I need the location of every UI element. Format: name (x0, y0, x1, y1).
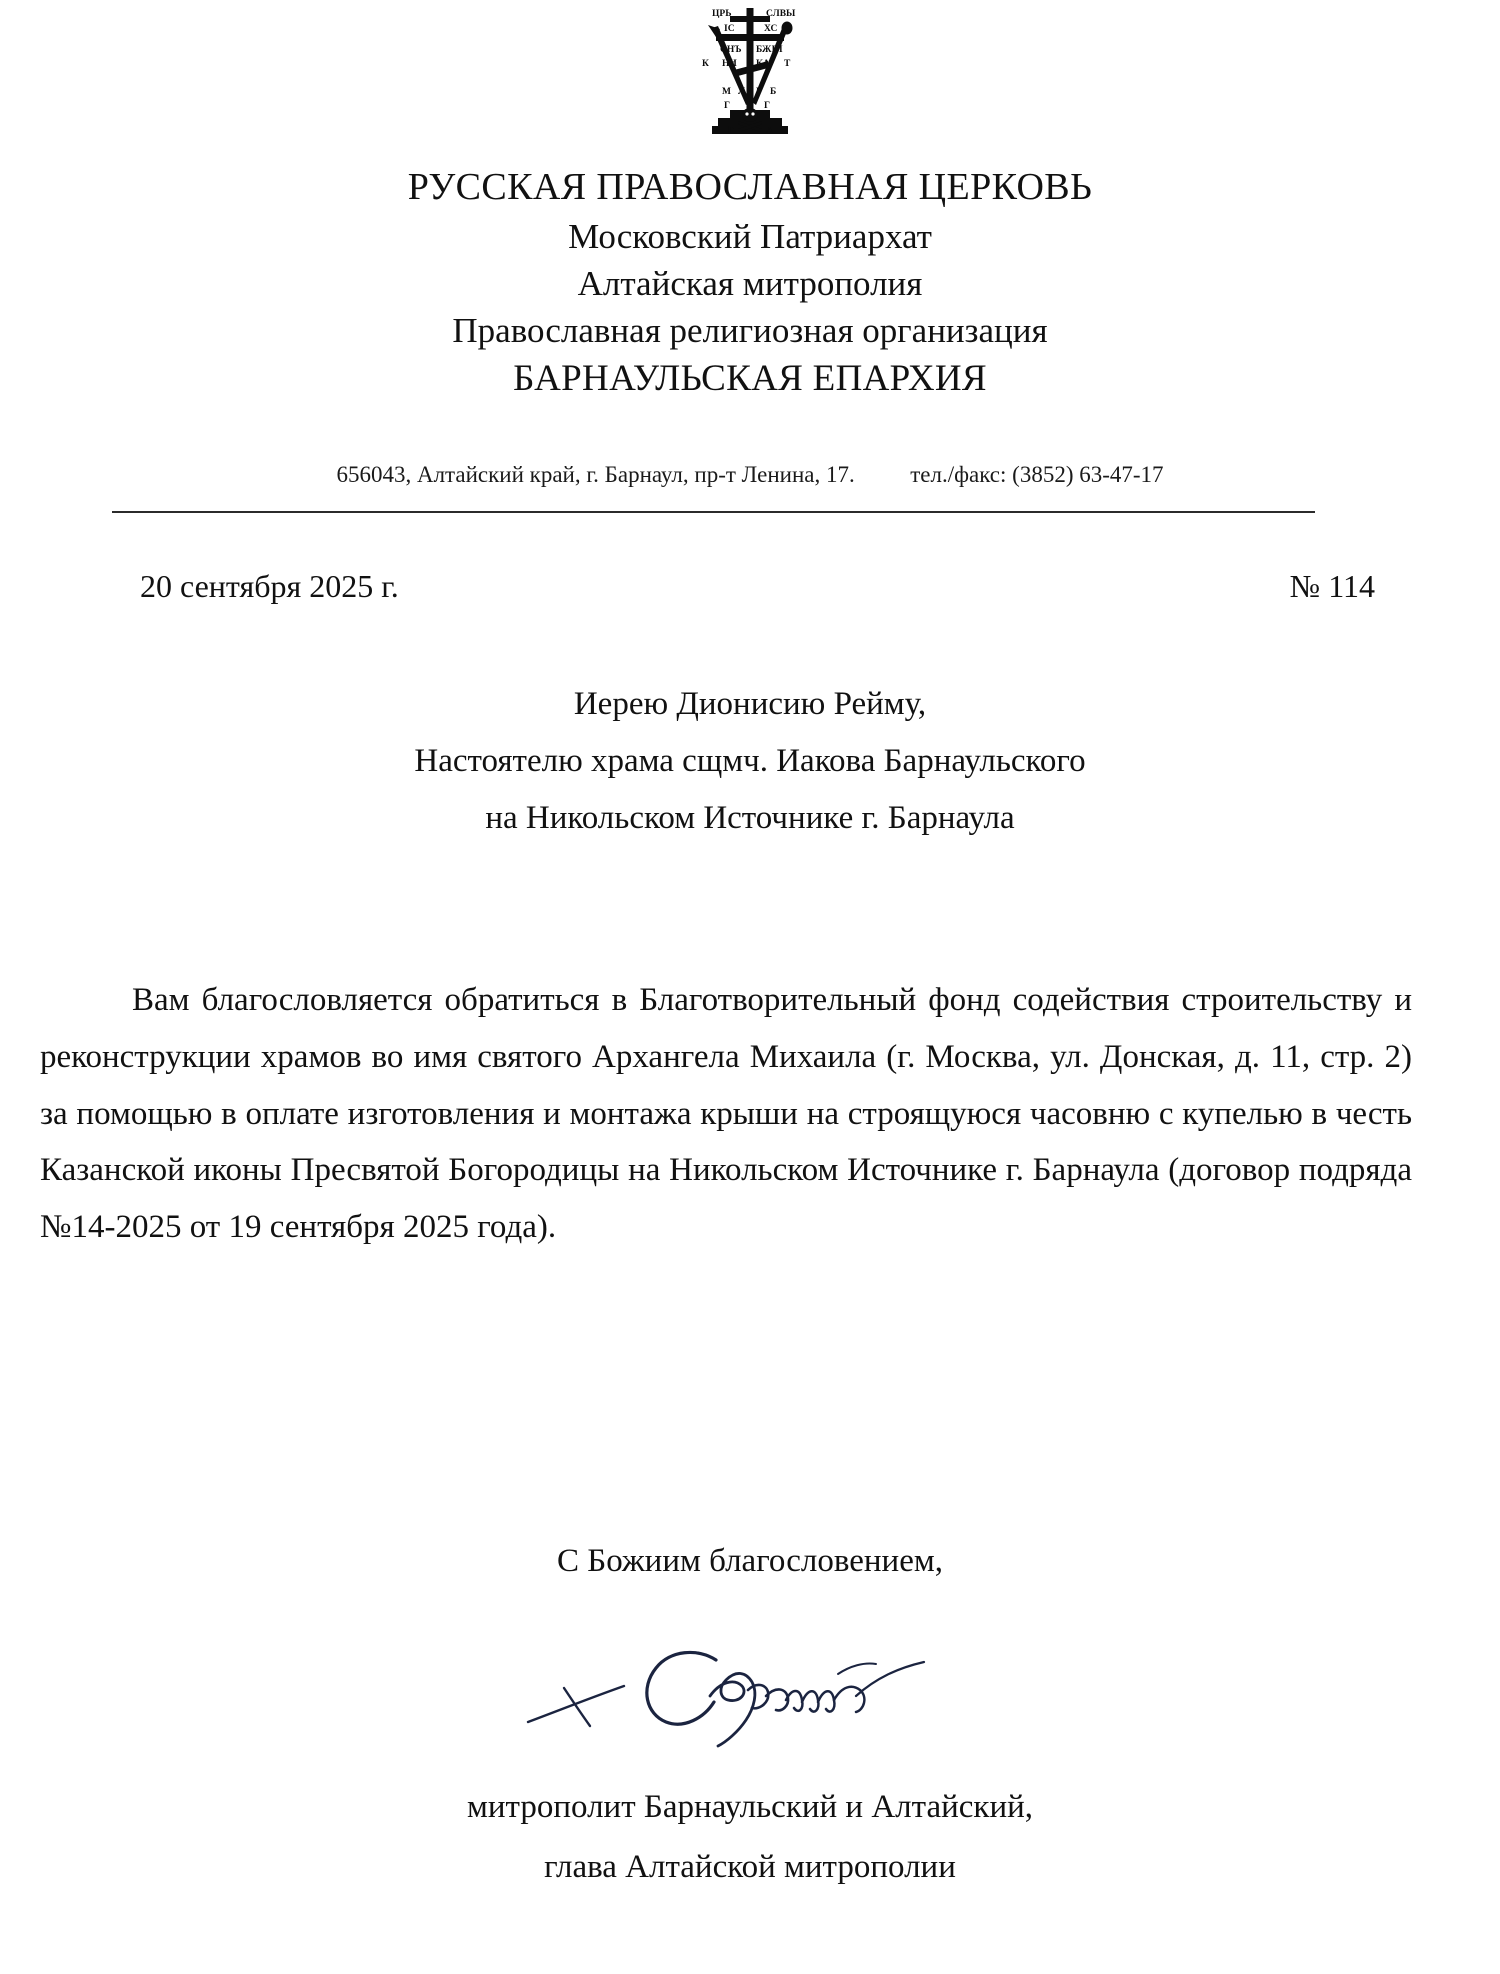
signature-container (0, 1630, 1500, 1755)
svg-text:Г: Г (728, 126, 735, 136)
orthodox-golgotha-cross-icon (694, 4, 806, 136)
document-number: № 114 (1289, 568, 1375, 604)
org-name-church: РУССКАЯ ПРАВОСЛАВНАЯ ЦЕРКОВЬ (407, 166, 1093, 208)
addressee-position: Настоятелю храма сщмч. Иакова Барнаульского (414, 742, 1086, 779)
svg-text:Л: Л (738, 87, 746, 97)
svg-text:КА: КА (756, 59, 770, 69)
letter-body (40, 972, 1412, 1256)
addressee-location: на Никольском Источнике г. Барнаула (485, 799, 1015, 836)
svg-text:ХС: ХС (764, 24, 778, 34)
svg-text:Б: Б (770, 87, 777, 97)
addressee-block (0, 676, 1500, 846)
signatory-title-metropolitan: митрополит Барнаульский и Алтайский, (466, 1789, 1034, 1825)
signatory-title-head: глава Алтайской митрополии (544, 1849, 956, 1886)
header-divider-rule (112, 511, 1315, 513)
org-name-patriarchate: Московский Патриархат (568, 217, 932, 256)
letterhead-header (0, 168, 1500, 397)
svg-text:БЖІЙ: БЖІЙ (756, 45, 783, 55)
svg-text:Т: Т (784, 59, 791, 69)
org-name-eparchy: БАРНАУЛЬСКАЯ ЕПАРХИЯ (513, 358, 987, 399)
svg-text:СЛВЫ: СЛВЫ (766, 9, 796, 19)
addressee-name: Иерею Дионисию Рейму, (573, 686, 927, 722)
svg-text:НИ: НИ (722, 59, 737, 69)
svg-text:М: М (722, 87, 731, 97)
document-date: 20 сентября 2025 г. (140, 568, 399, 604)
svg-text:А: А (766, 126, 773, 136)
body-paragraph: Вам благословляется обратиться в Благотворительный фонд содействия строительству и реконструкции храмов во имя святого Архангела Михаила (г. Москва, ул. Донская, д. 11, стр. 2) за помощью в оплате изготовления и монтажа крыши на строящуюся часовню с купелью в честь Казанской иконы Пресвятой Богородицы на Никольском Источнике г. Барнаула (договор подряда №14-2025 от 19 сентября 2025 года). (40, 982, 1412, 1245)
svg-text:К: К (702, 59, 709, 69)
svg-text:СНЪ: СНЪ (720, 45, 742, 55)
svg-text:ІС: ІС (724, 24, 735, 34)
org-name-metropolis: Алтайская митрополия (577, 264, 923, 303)
svg-text:Г: Г (724, 101, 731, 111)
document-meta-row (0, 568, 1500, 612)
emblem-container (0, 4, 1500, 136)
org-type-religious-organization: Православная религиозная организация (452, 311, 1048, 350)
svg-text:Р: Р (756, 87, 762, 97)
handwritten-signature (520, 1630, 940, 1755)
svg-text:ЦРЬ: ЦРЬ (712, 9, 732, 19)
signatory-titles (0, 1777, 1500, 1897)
svg-text:Г: Г (764, 101, 771, 111)
postal-address: 656043, Алтайский край, г. Барнаул, пр-т Ленина, 17. (336, 462, 855, 487)
closing-blessing: С Божиим благословением, (556, 1543, 943, 1579)
phone-fax: тел./факс: (3852) 63-47-17 (910, 462, 1164, 487)
contact-line (0, 462, 1500, 488)
